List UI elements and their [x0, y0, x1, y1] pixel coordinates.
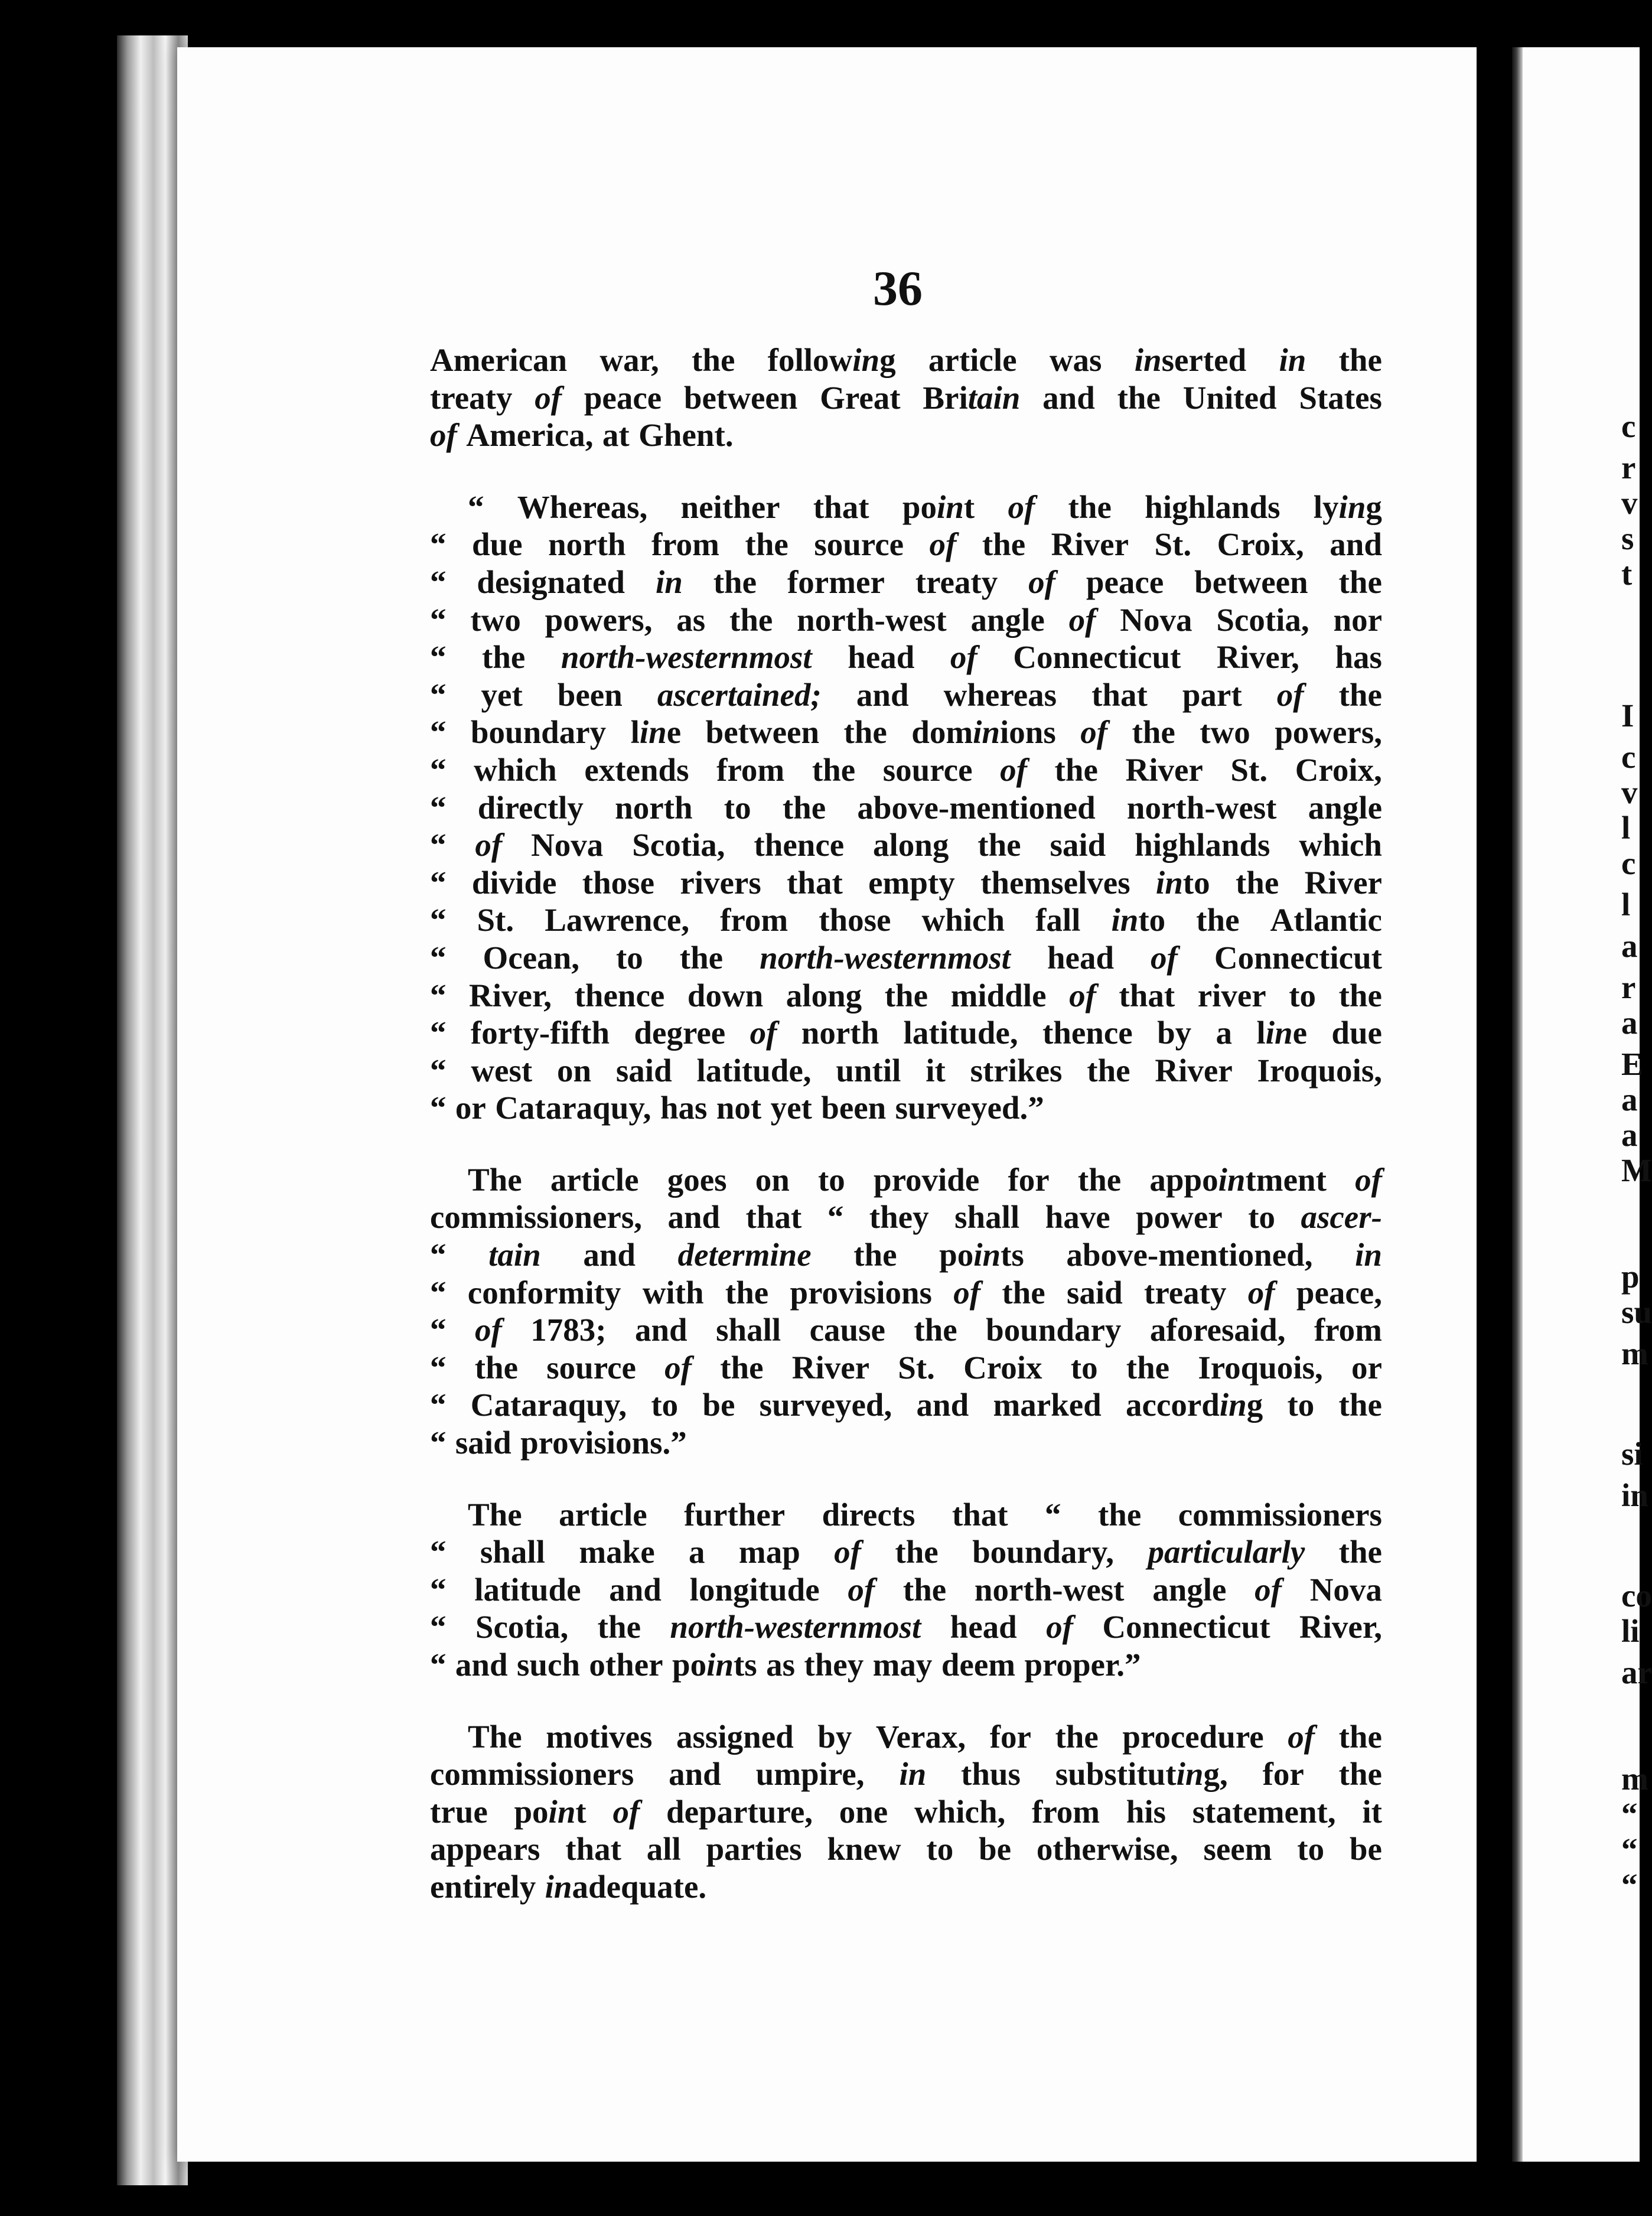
text-line: “ west on said latitude, until it strikes the River Iroquois,: [430, 1052, 1382, 1089]
facing-page-letter: “: [1621, 1867, 1638, 1903]
text-line: “ directly north to the above-mentioned north-west angle: [430, 789, 1382, 826]
facing-page-letter: r: [1621, 449, 1636, 485]
facing-page-letter: v: [1621, 774, 1638, 810]
facing-page-letter: “: [1621, 1832, 1638, 1868]
text-line: entirely inadequate.: [430, 1868, 707, 1905]
text-line: “ Cataraquy, to be surveyed, and marked according to the: [430, 1387, 1382, 1423]
facing-page-letter: I: [1621, 698, 1634, 734]
facing-page-letter: E: [1621, 1046, 1643, 1082]
text-line: true point of departure, one which, from his statement, it: [430, 1793, 1382, 1830]
text-line: “ or Cataraquy, has not yet been surveyed.”: [430, 1090, 1044, 1126]
facing-page-letter: l: [1621, 810, 1631, 846]
facing-page-letter: “: [1621, 1796, 1638, 1832]
text-line: “ said provisions.”: [430, 1425, 687, 1461]
text-line: “ Scotia, the north-westernmost head of Connecticut River,: [430, 1609, 1382, 1645]
text-line: “ the north-westernmost head of Connecticut River, has: [430, 639, 1382, 676]
text-line: American war, the following article was inserted in the: [430, 342, 1382, 378]
text-line: “ Whereas, neither that point of the highlands lying: [468, 488, 1382, 525]
facing-page-letter: m: [1621, 1761, 1648, 1797]
text-line: “ tain and determine the points above-mentioned, in: [430, 1237, 1382, 1273]
facing-page-letter: co: [1621, 1578, 1652, 1614]
paragraph-gap: [430, 1127, 1382, 1161]
text-line: “ forty-fifth degree of north latitude, thence by a line due: [430, 1015, 1382, 1051]
text-line: commissioners and umpire, in thus substituting, for the: [430, 1756, 1382, 1793]
facing-page-letter: m: [1621, 1335, 1648, 1371]
facing-page-letter: li: [1621, 1613, 1640, 1649]
text-line: commissioners, and that “ they shall have power to ascer-: [430, 1199, 1382, 1236]
text-line: “ of Nova Scotia, thence along the said highlands which: [430, 827, 1382, 863]
text-line: The article further directs that “ the commissioners: [468, 1496, 1382, 1533]
facing-page-letter: l: [1621, 887, 1631, 923]
page-gutter: [1512, 47, 1523, 2162]
facing-page-letter: s: [1621, 520, 1634, 556]
facing-page-letter: p: [1621, 1259, 1640, 1295]
facing-page-letter: M: [1621, 1152, 1652, 1188]
text-line: “ River, thence down along the middle of that river to the: [430, 977, 1382, 1014]
text-line: “ two powers, as the north-west angle of Nova Scotia, nor: [430, 601, 1382, 638]
text-line: “ yet been ascertained; and whereas that part of the: [430, 676, 1382, 713]
text-line: “ Ocean, to the north-westernmost head of Connecticut: [430, 939, 1382, 976]
facing-page-letter: c: [1621, 845, 1636, 881]
facing-page-letter: a: [1621, 1117, 1638, 1153]
facing-page-letter: r: [1621, 969, 1636, 1005]
text-line: “ and such other points as they may deem proper.”: [430, 1647, 1141, 1683]
text-line: “ of 1783; and shall cause the boundary aforesaid, from: [430, 1312, 1382, 1348]
text-line: “ boundary line between the dominions of the two powers,: [430, 714, 1382, 751]
text-line: “ St. Lawrence, from those which fall into the Atlantic: [430, 902, 1382, 938]
facing-page-letter: c: [1621, 739, 1636, 775]
text-line: “ which extends from the source of the River St. Croix,: [430, 751, 1382, 788]
page-body-text: [430, 341, 1382, 1906]
page-number: 36: [873, 261, 923, 316]
facing-page-letter: v: [1621, 485, 1638, 521]
facing-page-letter: su: [1621, 1294, 1652, 1330]
facing-page-letter: ar: [1621, 1654, 1652, 1690]
text-line: appears that all parties knew to be otherwise, seem to be: [430, 1831, 1382, 1868]
paragraph: [430, 341, 1382, 454]
facing-page-letter: a: [1621, 1005, 1638, 1041]
text-line: “ shall make a map of the boundary, particularly the: [430, 1534, 1382, 1570]
facing-page-letter: a: [1621, 928, 1638, 964]
paragraph: [430, 1496, 1382, 1684]
paragraph: [430, 1161, 1382, 1462]
paragraph: [430, 488, 1382, 1127]
facing-page-letter: t: [1621, 556, 1633, 592]
text-line: The article goes on to provide for the appointment of: [468, 1161, 1382, 1198]
facing-page-letter: si: [1621, 1436, 1643, 1472]
facing-page-letter: in: [1621, 1477, 1648, 1513]
text-line: “ conformity with the provisions of the said treaty of peace,: [430, 1274, 1382, 1311]
text-line: treaty of peace between Great Britain and the United States: [430, 379, 1382, 416]
text-line: of America, at Ghent.: [430, 417, 734, 454]
text-line: “ divide those rivers that empty themselves into the River: [430, 864, 1382, 901]
paragraph-gap: [430, 454, 1382, 488]
paragraph: [430, 1718, 1382, 1906]
paragraph-gap: [430, 1684, 1382, 1718]
facing-page-letter: a: [1621, 1081, 1638, 1117]
text-line: “ designated in the former treaty of peace between the: [430, 563, 1382, 600]
facing-page-edge: [1512, 47, 1640, 2162]
text-line: “ the source of the River St. Croix to the Iroquois, or: [430, 1349, 1382, 1386]
text-line: “ due north from the source of the River St. Croix, and: [430, 526, 1382, 563]
facing-page-letter: c: [1621, 408, 1636, 444]
text-line: “ latitude and longitude of the north-west angle of Nova: [430, 1571, 1382, 1608]
paragraph-gap: [430, 1462, 1382, 1496]
text-line: The motives assigned by Verax, for the procedure of the: [468, 1718, 1382, 1755]
